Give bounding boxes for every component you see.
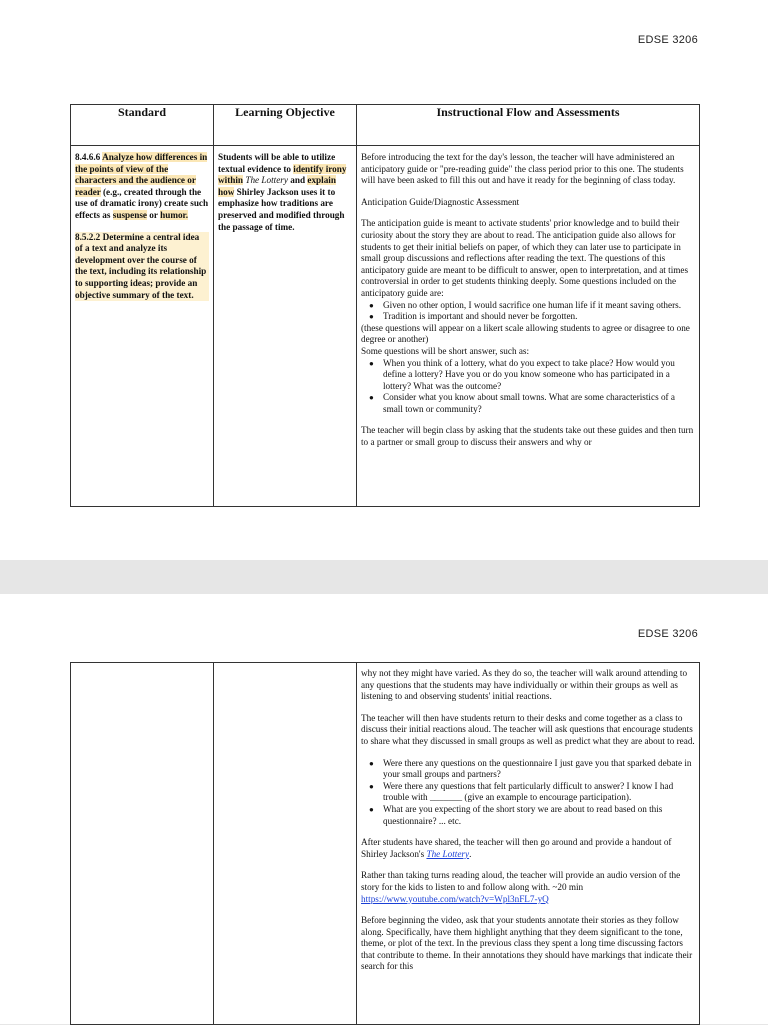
page-header: EDSE 3206 bbox=[637, 34, 698, 46]
instructional-flow-cell bbox=[357, 663, 700, 1025]
list-item: ● Tradition is important and should never be forgotten. bbox=[383, 311, 695, 323]
handout-paragraph bbox=[361, 837, 695, 860]
objective-text-rest: Shirley Jackson uses it to emphasize how traditions are preserved and modified through the passage of time. bbox=[218, 186, 345, 232]
handout-text: After students have shared, the teacher will then go around and provide a handout of Shirley Jackson's bbox=[361, 837, 672, 859]
standard-cell bbox=[71, 146, 214, 507]
standard-text-or: or bbox=[146, 209, 161, 220]
objective-text: Students will be able to utilize textual evidence to bbox=[218, 152, 336, 174]
standard-text: (e.g., created through the use of dramatic irony) create such effects as bbox=[75, 186, 209, 220]
intro-paragraph: Before introducing the text for the day's lesson, the teacher will have administered an anticipatory guide or "pre-reading guide" the class period prior to this one. The students will have been asked to fill this out and have it ready for the beginning of class today. bbox=[361, 152, 684, 186]
youtube-link[interactable]: https://www.youtube.com/watch?v=Wpl3nFL7-yQ bbox=[361, 893, 549, 904]
objective-highlight-2: explain how bbox=[218, 175, 336, 197]
instructional-flow-cell bbox=[357, 146, 700, 507]
column-header-instructional-flow: Instructional Flow and Assessments bbox=[357, 105, 700, 146]
likert-note: (these questions will appear on a likert scale allowing students to agree or disagree to one degree or another) bbox=[361, 322, 690, 345]
standard-highlight-suspense: suspense bbox=[112, 209, 147, 220]
learning-objective-cell bbox=[214, 146, 357, 507]
continued-paragraph: why not they might have varied. As they do so, the teacher will walk around attending to any questions that the students may have individually or within their groups as well as listening to and observing students' initial reactions. bbox=[361, 668, 688, 702]
handout-period: . bbox=[469, 848, 472, 859]
standard-highlight: Analyze how differences in the points of view of the characters and the audience or reader bbox=[75, 152, 208, 197]
list-item: ● What are you expecting of the short story we are about to read based on this questionnaire? ... etc. bbox=[383, 804, 695, 827]
audio-paragraph bbox=[361, 870, 695, 905]
standard-cell-empty bbox=[71, 663, 214, 1025]
list-item: ● Consider what you know about small towns. What are some characteristics of a small town or community? bbox=[383, 392, 695, 415]
list-item: ● Were there any questions that felt particularly difficult to answer? I know I had trouble with _______ (give an example to encourage participation). bbox=[383, 781, 695, 804]
list-item: ● Were there any questions on the questionnaire I just gave you that sparked debate in your small groups and partners? bbox=[383, 758, 695, 781]
short-answer-intro: Some questions will be short answer, such as: bbox=[361, 345, 530, 356]
lesson-plan-table-continued bbox=[70, 662, 700, 1025]
standard-code-2: 8.5.2.2 bbox=[75, 231, 101, 242]
standard-highlight-humor: humor. bbox=[160, 209, 189, 220]
column-header-standard: Standard bbox=[71, 105, 214, 146]
objective-highlight: identify irony within bbox=[218, 163, 347, 186]
closing-paragraph: The teacher will begin class by asking that the students take out these guides and then turn to a partner or small group to discuss their answers and why or bbox=[361, 425, 694, 448]
column-header-learning-objective: Learning Objective bbox=[214, 105, 357, 146]
annotate-paragraph: Before beginning the video, ask that your students annotate their stories as they follow along. Specifically, have them highlight anything that they deem significant to the tone, theme, or plot of the text. In the previous class they spent a long time discussing factors that contribute to theme. In their annotations they should have markings that indicate their search for this bbox=[361, 915, 693, 972]
section-subheading: Anticipation Guide/Diagnostic Assessment bbox=[361, 196, 520, 207]
objective-text-and: and bbox=[287, 175, 308, 186]
story-link[interactable]: The Lottery bbox=[426, 848, 470, 859]
guide-paragraph: The anticipation guide is meant to activate students' prior knowledge and to build their curiosity about the story they are about to read. The anticipation guide also allows for students to get their initial beliefs on paper, of which they can later use to participate in small group discussions and reflections after reading the text. The questions of this anticipatory guide are meant to be difficult to answer, open to interpretation, and at times controversial in order to get students thinking deeply. Some questions included on the anticipatory guide are: bbox=[361, 218, 689, 298]
standard-code: 8.4.6.6 bbox=[75, 152, 101, 162]
standard-text-2: Determine a central idea of a text and analyze its development over the course of the text, including its relationship to supporting ideas; provide an objective summary of the text. bbox=[75, 231, 207, 300]
objective-story-title: The Lottery bbox=[245, 175, 288, 186]
learning-objective-cell-empty bbox=[214, 663, 357, 1025]
audio-text: Rather than taking turns reading aloud, the teacher will provide an audio version of the story for the kids to listen to and follow along with. ~20 min bbox=[361, 870, 681, 892]
lesson-plan-table bbox=[70, 104, 700, 507]
list-item: ● Given no other option, I would sacrifice one human life if it meant saving others. bbox=[383, 300, 695, 312]
page-header: EDSE 3206 bbox=[637, 628, 698, 640]
return-paragraph: The teacher will then have students return to their desks and come together as a class to discuss their initial reactions aloud. The teacher will ask questions that encourage students to share what they discussed in small groups as well as predict what they are about to read. bbox=[361, 712, 695, 746]
page-2 bbox=[0, 594, 768, 1024]
list-item: ● When you think of a lottery, what do you expect to take place? How would you define a lottery? Have you or do you know someone who has participated in a lottery? What was the outcome? bbox=[383, 358, 695, 393]
